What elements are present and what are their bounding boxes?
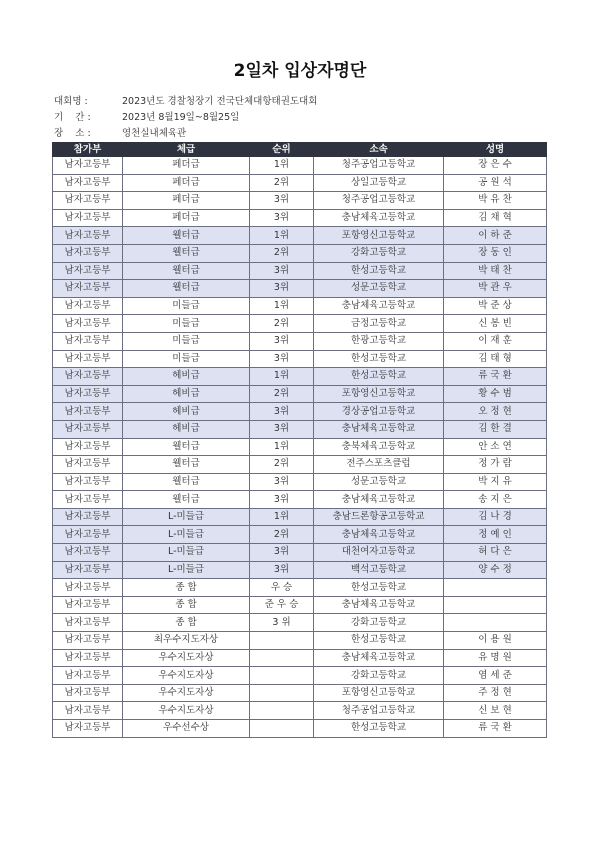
page-title: 2일차 입상자명단 [233,61,367,81]
cell-division: 남자고등부 [53,244,123,262]
cell-weight-class: 웰터급 [123,438,250,456]
cell-name: 김 태 형 [444,350,547,368]
cell-rank: 3위 [250,350,314,368]
cell-affiliation: 백석고등학교 [314,561,444,579]
cell-division: 남자고등부 [53,385,123,403]
cell-name [444,614,547,632]
table-row [53,315,547,333]
cell-weight-class: 우수지도자상 [123,649,250,667]
cell-rank: 3위 [250,332,314,350]
cell-weight-class: 헤비급 [123,385,250,403]
table-row [53,561,547,579]
table-row [53,508,547,526]
cell-rank: 3위 [250,544,314,562]
cell-rank [250,649,314,667]
table-row [53,192,547,210]
cell-affiliation: 충남체육고등학교 [314,491,444,509]
cell-name: 염 세 준 [444,667,547,685]
header-rank: 순위 [250,143,314,157]
cell-rank: 3위 [250,473,314,491]
cell-division: 남자고등부 [53,702,123,720]
cell-weight-class: 헤비급 [123,420,250,438]
cell-name [444,596,547,614]
cell-rank: 3위 [250,491,314,509]
table-row [53,244,547,262]
cell-affiliation: 충남체육고등학교 [314,420,444,438]
table-row [53,667,547,685]
cell-weight-class: 종 합 [123,596,250,614]
cell-name: 장 은 수 [444,157,547,175]
info-value: 2023년도 경찰청장기 전국단체대항태권도대회 [122,96,318,107]
cell-rank: 3위 [250,561,314,579]
cell-weight-class: L-미들급 [123,561,250,579]
cell-name: 주 정 현 [444,684,547,702]
cell-weight-class: 미들급 [123,350,250,368]
cell-affiliation: 상일고등학교 [314,174,444,192]
cell-affiliation: 청주공업고등학교 [314,192,444,210]
cell-name: 박 지 유 [444,473,547,491]
cell-affiliation: 충남체육고등학교 [314,596,444,614]
cell-weight-class: 미들급 [123,332,250,350]
cell-affiliation: 충북체육고등학교 [314,438,444,456]
table-row [53,579,547,597]
cell-weight-class: 웰터급 [123,280,250,298]
cell-affiliation: 충남체육고등학교 [314,649,444,667]
cell-rank: 2위 [250,526,314,544]
cell-weight-class: 웰터급 [123,491,250,509]
info-label: 대회명 : [54,96,88,107]
cell-division: 남자고등부 [53,227,123,245]
cell-name: 이 재 훈 [444,332,547,350]
cell-weight-class: L-미들급 [123,544,250,562]
cell-affiliation: 충남체육고등학교 [314,526,444,544]
table-row [53,614,547,632]
cell-affiliation: 경상공업고등학교 [314,403,444,421]
cell-division: 남자고등부 [53,174,123,192]
table-row [53,403,547,421]
cell-rank [250,702,314,720]
cell-weight-class: 웰터급 [123,227,250,245]
cell-affiliation: 한광고등학교 [314,332,444,350]
cell-rank [250,720,314,738]
cell-affiliation: 청주공업고등학교 [314,157,444,175]
cell-weight-class: 웰터급 [123,262,250,280]
cell-weight-class: 최우수지도자상 [123,632,250,650]
cell-rank: 2위 [250,244,314,262]
cell-affiliation: 성문고등학교 [314,280,444,298]
table-header-row [53,143,547,157]
cell-weight-class: 종 합 [123,579,250,597]
cell-rank: 1위 [250,297,314,315]
cell-affiliation: 금정고등학교 [314,315,444,333]
cell-name: 황 수 범 [444,385,547,403]
info-row-period [54,110,317,126]
cell-name: 김 채 혁 [444,209,547,227]
cell-weight-class: 헤비급 [123,403,250,421]
cell-affiliation: 강화고등학교 [314,667,444,685]
table-row [53,385,547,403]
cell-weight-class: 미들급 [123,297,250,315]
cell-affiliation: 강화고등학교 [314,614,444,632]
cell-weight-class: 페더급 [123,174,250,192]
cell-division: 남자고등부 [53,526,123,544]
cell-weight-class: 웰터급 [123,244,250,262]
cell-name: 허 다 은 [444,544,547,562]
cell-affiliation: 성문고등학교 [314,473,444,491]
cell-rank: 3위 [250,262,314,280]
cell-division: 남자고등부 [53,720,123,738]
cell-division: 남자고등부 [53,280,123,298]
cell-rank: 1위 [250,157,314,175]
cell-weight-class: 페더급 [123,192,250,210]
cell-rank: 2위 [250,174,314,192]
header-division: 참가부 [53,143,123,157]
cell-affiliation: 한성고등학교 [314,262,444,280]
cell-name: 송 지 은 [444,491,547,509]
cell-division: 남자고등부 [53,297,123,315]
cell-division: 남자고등부 [53,491,123,509]
cell-division: 남자고등부 [53,438,123,456]
table-row [53,649,547,667]
cell-weight-class: L-미들급 [123,508,250,526]
cell-name: 양 수 정 [444,561,547,579]
cell-weight-class: 우수지도자상 [123,684,250,702]
table-row [53,262,547,280]
cell-affiliation: 한성고등학교 [314,632,444,650]
cell-weight-class: 페더급 [123,157,250,175]
cell-division: 남자고등부 [53,368,123,386]
cell-name: 박 태 찬 [444,262,547,280]
winners-table [52,142,547,738]
cell-rank: 3위 [250,209,314,227]
cell-weight-class: L-미들급 [123,526,250,544]
cell-name: 정 예 인 [444,526,547,544]
cell-name: 안 소 연 [444,438,547,456]
cell-division: 남자고등부 [53,684,123,702]
table-row [53,473,547,491]
cell-division: 남자고등부 [53,579,123,597]
cell-rank [250,632,314,650]
table-row [53,684,547,702]
cell-name: 정 가 람 [444,456,547,474]
cell-name: 김 한 결 [444,420,547,438]
cell-name: 박 유 찬 [444,192,547,210]
cell-weight-class: 웰터급 [123,473,250,491]
table-row [53,456,547,474]
cell-weight-class: 우수지도자상 [123,667,250,685]
cell-division: 남자고등부 [53,157,123,175]
cell-name: 오 정 현 [444,403,547,421]
cell-rank: 1위 [250,227,314,245]
info-value: 영천실내체육관 [122,128,187,139]
table-body [53,157,547,738]
cell-rank: 3위 [250,403,314,421]
cell-division: 남자고등부 [53,473,123,491]
table-row [53,332,547,350]
cell-affiliation: 포항영신고등학교 [314,684,444,702]
cell-affiliation: 충남드론항공고등학교 [314,508,444,526]
cell-rank: 3 위 [250,614,314,632]
cell-division: 남자고등부 [53,350,123,368]
info-value: 2023년 8월19일~8월25일 [122,112,240,123]
cell-name: 유 명 원 [444,649,547,667]
cell-name: 이 용 원 [444,632,547,650]
cell-affiliation: 한성고등학교 [314,720,444,738]
cell-division: 남자고등부 [53,420,123,438]
cell-weight-class: 헤비급 [123,368,250,386]
cell-name: 장 동 인 [444,244,547,262]
cell-division: 남자고등부 [53,667,123,685]
cell-affiliation: 강화고등학교 [314,244,444,262]
table-row [53,350,547,368]
cell-weight-class: 웰터급 [123,456,250,474]
cell-affiliation: 전주스포츠클럽 [314,456,444,474]
table-row [53,720,547,738]
table-row [53,209,547,227]
cell-weight-class: 종 합 [123,614,250,632]
cell-affiliation: 대천여자고등학교 [314,544,444,562]
info-row-event-name [54,94,317,110]
table-row [53,702,547,720]
cell-division: 남자고등부 [53,192,123,210]
header-weight-class: 체급 [123,143,250,157]
info-row-venue [54,126,317,142]
cell-division: 남자고등부 [53,262,123,280]
cell-rank: 준 우 승 [250,596,314,614]
cell-rank: 1위 [250,508,314,526]
table-row [53,368,547,386]
cell-division: 남자고등부 [53,596,123,614]
cell-name: 박 관 우 [444,280,547,298]
cell-division: 남자고등부 [53,456,123,474]
cell-affiliation: 포항영신고등학교 [314,385,444,403]
cell-name: 김 나 경 [444,508,547,526]
table-row [53,174,547,192]
cell-weight-class: 페더급 [123,209,250,227]
cell-division: 남자고등부 [53,561,123,579]
cell-rank: 3위 [250,420,314,438]
cell-rank: 1위 [250,438,314,456]
cell-rank [250,667,314,685]
cell-division: 남자고등부 [53,649,123,667]
cell-affiliation: 충남체육고등학교 [314,297,444,315]
cell-rank: 2위 [250,315,314,333]
cell-division: 남자고등부 [53,614,123,632]
cell-affiliation: 한성고등학교 [314,350,444,368]
cell-name: 신 보 현 [444,702,547,720]
cell-rank: 3위 [250,192,314,210]
cell-affiliation: 한성고등학교 [314,368,444,386]
table-row [53,596,547,614]
cell-name: 이 하 준 [444,227,547,245]
table-row [53,280,547,298]
table-row [53,491,547,509]
cell-name: 신 봉 빈 [444,315,547,333]
table-row [53,632,547,650]
cell-affiliation: 청주공업고등학교 [314,702,444,720]
cell-rank: 3위 [250,280,314,298]
cell-rank: 우 승 [250,579,314,597]
table-row [53,297,547,315]
cell-weight-class: 우수지도자상 [123,702,250,720]
cell-affiliation: 한성고등학교 [314,579,444,597]
cell-division: 남자고등부 [53,632,123,650]
cell-name: 류 국 환 [444,368,547,386]
table-row [53,157,547,175]
cell-name: 공 원 석 [444,174,547,192]
cell-rank: 2위 [250,385,314,403]
cell-name [444,579,547,597]
cell-rank: 2위 [250,456,314,474]
table-row [53,227,547,245]
cell-affiliation: 충남체육고등학교 [314,209,444,227]
cell-weight-class: 미들급 [123,315,250,333]
table-row [53,544,547,562]
info-label: 장 소 : [54,128,91,139]
table-row [53,526,547,544]
cell-affiliation: 포항영신고등학교 [314,227,444,245]
cell-division: 남자고등부 [53,544,123,562]
table-row [53,438,547,456]
header-affiliation: 소속 [314,143,444,157]
cell-division: 남자고등부 [53,315,123,333]
cell-name: 박 준 상 [444,297,547,315]
table-row [53,420,547,438]
cell-division: 남자고등부 [53,403,123,421]
info-label: 기 간 : [54,112,91,123]
cell-rank: 1위 [250,368,314,386]
cell-division: 남자고등부 [53,332,123,350]
cell-division: 남자고등부 [53,209,123,227]
header-name: 성명 [444,143,547,157]
cell-weight-class: 우수선수상 [123,720,250,738]
cell-name: 류 국 환 [444,720,547,738]
cell-division: 남자고등부 [53,508,123,526]
event-info [54,94,317,142]
cell-rank [250,684,314,702]
